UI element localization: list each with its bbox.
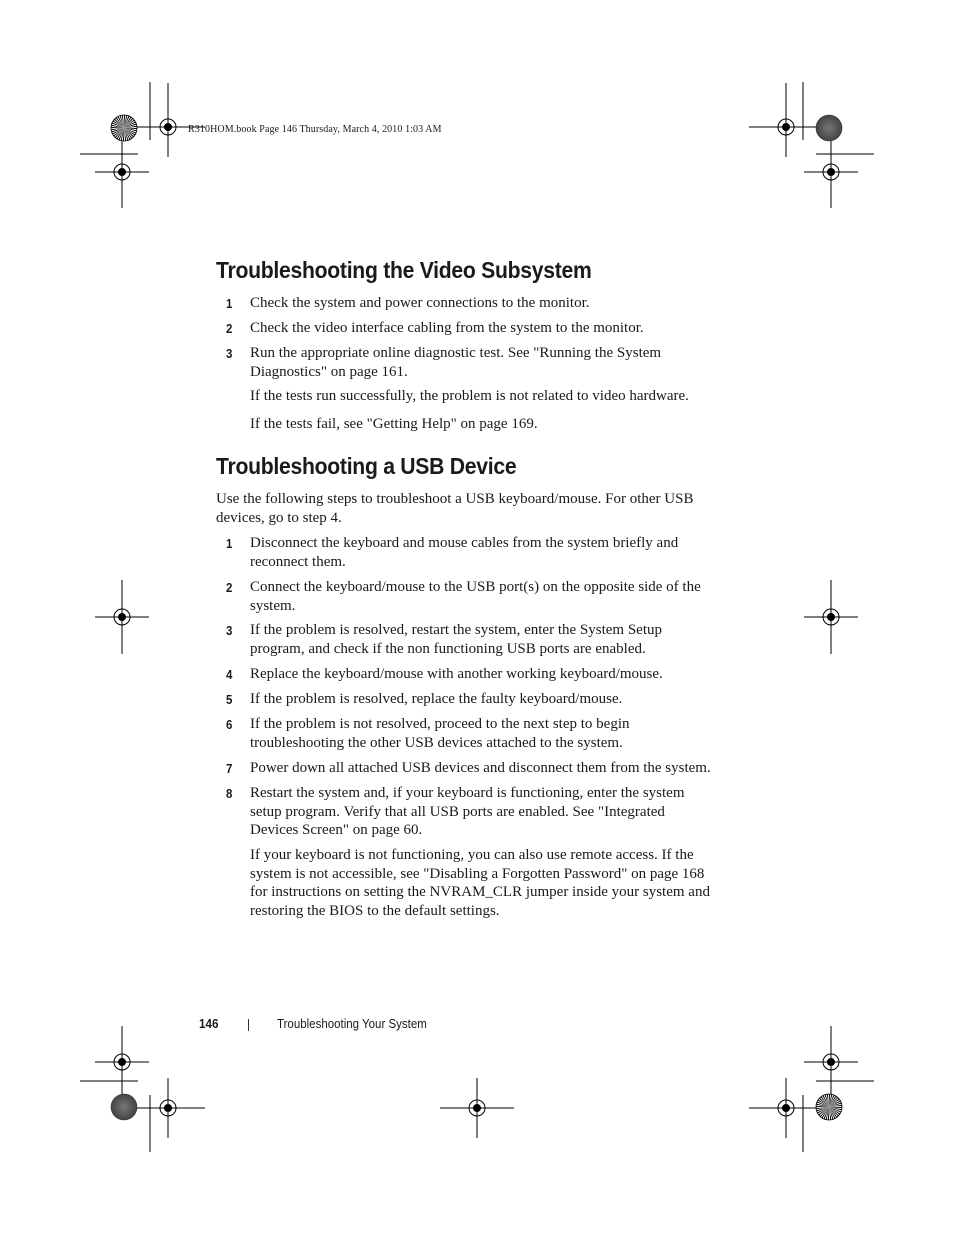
step-number: 4: [226, 667, 233, 682]
step-text: Check the system and power connections to the monitor.: [250, 295, 590, 311]
tint-circle-icon: [111, 1094, 137, 1120]
step-note: If your keyboard is not functioning, you can also use remote access. If the system is not accessible, see "Disabling a Forgotten Password" on page 168 for instructions on setting the NVRAM_CLR jumper inside your system and restoring the BIOS to the default settings.: [250, 847, 710, 919]
step-text: Restart the system and, if your keyboard is functioning, enter the system setup program. Verify that all USB ports are enabled. See "Integrated Devices Screen" on page 60.: [250, 785, 685, 838]
step-number: 6: [226, 717, 233, 732]
section-title-usb: Troubleshooting a USB Device: [216, 453, 517, 479]
step-number: 5: [226, 692, 233, 707]
step-text: Run the appropriate online diagnostic test. See "Running the System Diagnostics" on page 161.: [250, 345, 662, 380]
page-number: 146: [199, 1016, 219, 1031]
chapter-title: Troubleshooting Your System: [277, 1017, 427, 1031]
step-number: 1: [226, 536, 233, 551]
footer-divider: [248, 1019, 249, 1031]
step-number: 2: [226, 580, 233, 595]
step-number: 3: [226, 346, 233, 361]
step-number: 1: [226, 296, 233, 311]
section-title-video: Troubleshooting the Video Subsystem: [216, 257, 592, 283]
step-number: 8: [226, 786, 233, 801]
step-text: Check the video interface cabling from the system to the monitor.: [250, 320, 644, 336]
section-intro: Use the following steps to troubleshoot a USB keyboard/mouse. For other USB devices, go to step 4.: [216, 491, 694, 526]
tint-circle-icon: [816, 115, 842, 141]
step-text: If the problem is resolved, replace the faulty keyboard/mouse.: [250, 691, 623, 707]
step-text: Connect the keyboard/mouse to the USB port(s) on the opposite side of the system.: [250, 579, 701, 614]
step-note: If the tests run successfully, the problem is not related to video hardware.: [250, 388, 689, 404]
step-number: 7: [226, 761, 233, 776]
starburst-icon: [816, 1094, 842, 1120]
step-text: Power down all attached USB devices and disconnect them from the system.: [250, 760, 711, 776]
step-text: If the problem is resolved, restart the system, enter the System Setup program, and check if the non functioning USB ports are enabled.: [250, 622, 662, 657]
print-header: R310HOM.book Page 146 Thursday, March 4, 2010 1:03 AM: [188, 124, 442, 135]
step-number: 3: [226, 623, 233, 638]
step-text: Disconnect the keyboard and mouse cables from the system briefly and reconnect them.: [250, 535, 679, 570]
step-number: 2: [226, 321, 233, 336]
step-text: If the problem is not resolved, proceed to the next step to begin troubleshooting the other USB devices attached to the system.: [250, 716, 630, 751]
step-text: Replace the keyboard/mouse with another working keyboard/mouse.: [250, 666, 663, 682]
step-note: If the tests fail, see "Getting Help" on page 169.: [250, 416, 538, 432]
starburst-icon: [111, 115, 137, 141]
